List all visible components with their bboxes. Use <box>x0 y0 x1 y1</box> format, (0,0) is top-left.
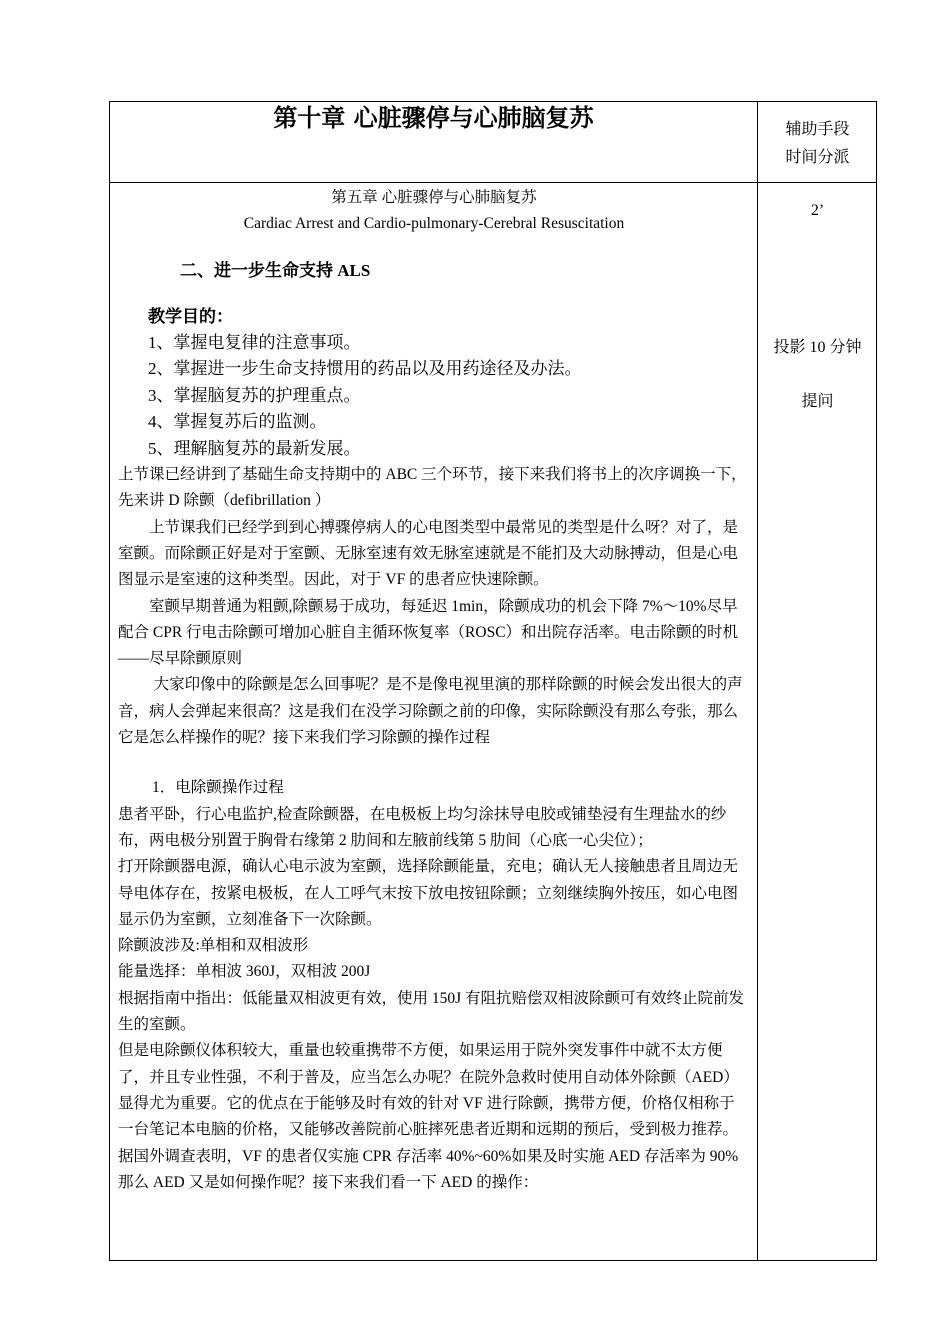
column-divider <box>757 101 758 1261</box>
row-divider <box>109 182 877 183</box>
side-note-question: 提问 <box>801 393 834 410</box>
side-column-header <box>758 116 877 172</box>
objectives-title: 教学目的： <box>148 306 233 326</box>
side-note-projection: 投影 10 分钟 <box>773 339 862 356</box>
spacer <box>118 751 750 775</box>
objective-item: 3、掌握脑复苏的护理重点。 <box>148 385 361 405</box>
section-heading: 二、进一步生命支持 ALS <box>180 260 371 280</box>
side-header-line1: 辅助手段 <box>785 121 850 138</box>
step-text: 但是电除颤仪体积较大，重量也较重携带不方便，如果运用于院外突发事件中就不太方便了，并且专业性强，不利于普及，应当怎么办呢？在院外急救时使用自动体外除颤（AED）显得尤为重要。它的优点在于能够及时有效的针对 VF 进行除颤，携带方便，价格仅相称于一台笔记本电脑的价格，又能够改善院前心脏摔死患者近期和远期的预后，受到极力推荐。据国外调查表明，VF 的患者仅实施 CPR 存活率 40%~60%如果及时实施 AED 存活率为 90% 那么 AED 又是如何操作呢？接下来我们看一下 AED 的操作： <box>118 1042 739 1191</box>
step-title: 1．电除颤操作过程 <box>152 779 284 797</box>
lesson-content <box>118 185 750 1196</box>
side-note-time: 2’ <box>810 202 825 219</box>
subtitle-en: Cardiac Arrest and Cardio-pulmonary-Cerebral Resuscitation <box>243 215 625 233</box>
step-text: 患者平卧，行心电监护,检查除颤器，在电极板上均匀涂抹导电胶或铺垫浸有生理盐水的纱布，两电极分别置于胸骨右缘第 2 肋间和左腋前线第 5 肋间（心底一心尖位）； <box>118 805 727 849</box>
paragraph: 上节课已经讲到了基础生命支持期中的 ABC 三个环节，接下来我们将书上的次序调换一下，先来讲 D 除颤（defibrillation ） <box>118 466 747 510</box>
step-text: 打开除颤器电源，确认心电示波为室颤，选择除颤能量，充电；确认无人接触患者且周边无导电体存在，按紧电极板，在人工呼气末按下放电按钮除颤；立刻继续胸外按压，如心电图显示仍为室颤，立刻准备下一次除颤。 <box>118 858 739 928</box>
paragraph: 大家印像中的除颤是怎么回事呢？是不是像电视里演的那样除颤的时候会发出很大的声音，病人会弹起来很高？这是我们在没学习除颤之前的印像，实际除颤没有那么夸张，那么它是怎么样操作的呢？接下来我们学习除颤的操作过程 <box>118 676 743 747</box>
paragraph: 上节课我们已经学到到心搏骤停病人的心电图类型中最常见的类型是什么呀？对了，是室颤。而除颤正好是对于室颤、无脉室速有效无脉室速就是不能扪及大动脉搏动，但是心电图显示是室速的这种类型。因此，对于 VF 的患者应快速除颤。 <box>118 518 739 589</box>
step-text: 除颤波涉及:单相和双相波形 <box>118 937 309 955</box>
objective-item: 1、掌握电复律的注意事项。 <box>148 332 361 352</box>
subtitle-cn: 第五章 心脏骤停与心肺脑复苏 <box>331 189 537 206</box>
page-title: 第十章 心脏骤停与心肺脑复苏 <box>273 104 594 132</box>
step-text: 根据指南中指出：低能量双相波更有效，使用 150J 有阻抗赔偿双相波除颤可有效终止院前发生的室颤。 <box>118 989 745 1034</box>
objective-item: 5、理解脑复苏的最新发展。 <box>148 438 361 458</box>
paragraph: 室颤早期普通为粗颤,除颤易于成功，每延迟 1min，除颤成功的机会下降 7%～10%尽早配合 CPR 行电击除颤可增加心脏自主循环恢复率（ROSC）和出院存活率。电击除颤的时机——尽早除颤原则 <box>118 597 739 668</box>
objective-item: 4、掌握复苏后的监测。 <box>148 412 327 432</box>
side-header-line2: 时间分派 <box>785 149 850 166</box>
objective-item: 2、掌握进一步生命支持惯用的药品以及用药途径及办法。 <box>148 359 582 379</box>
step-text: 能量选择：单相波 360J，双相波 200J <box>118 963 371 981</box>
